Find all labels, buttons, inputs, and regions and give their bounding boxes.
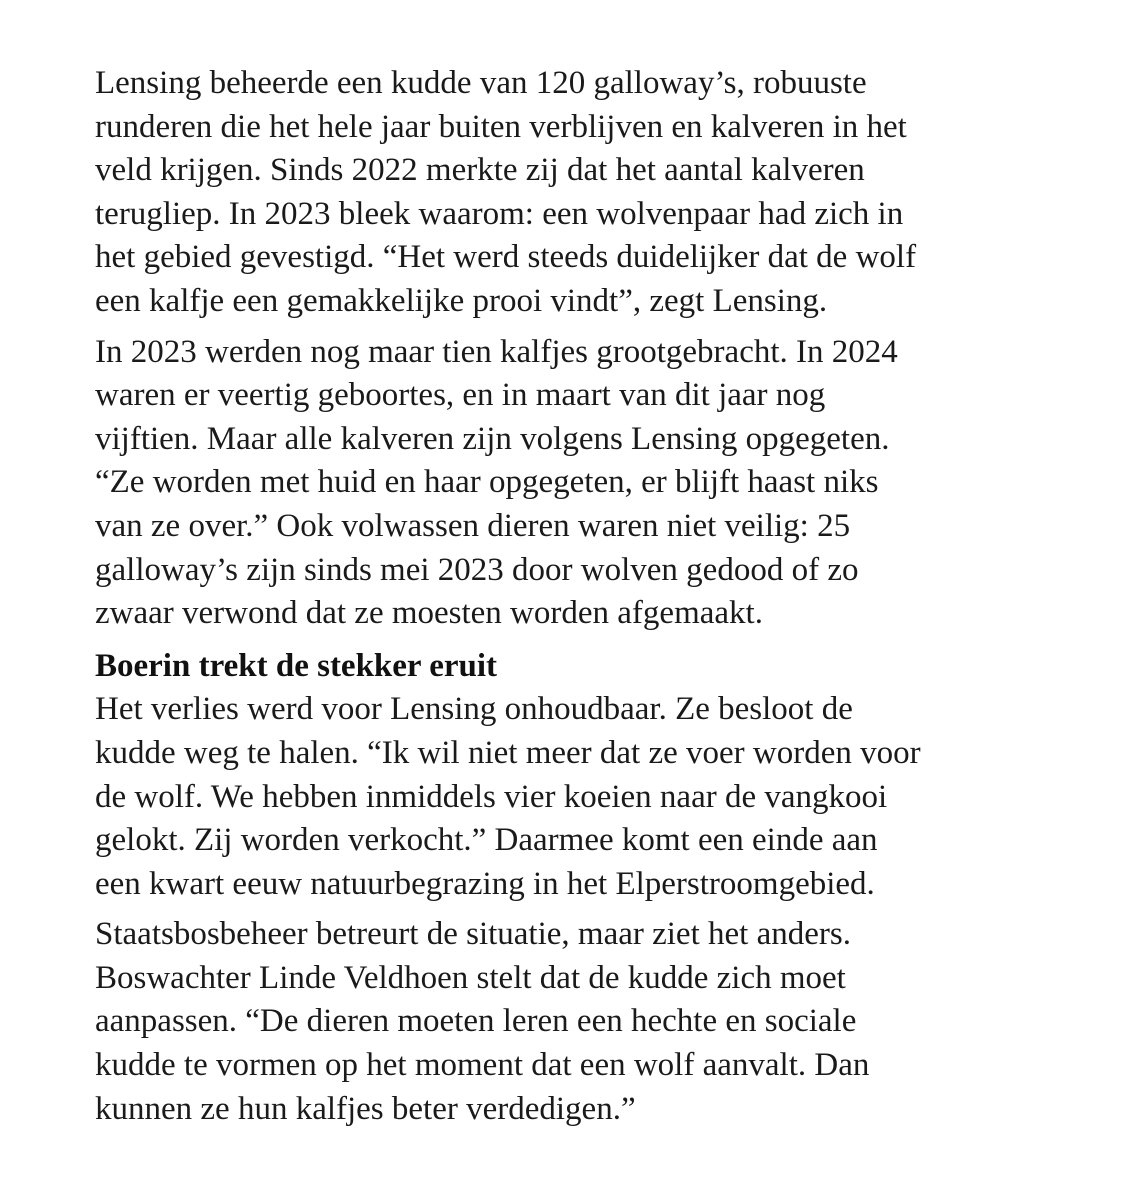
text-line: kudde weg te halen. “Ik wil niet meer dat ze voer worden voor xyxy=(95,734,921,771)
paragraph-herd-intro xyxy=(95,62,1135,324)
text-line: de wolf. We hebben inmiddels vier koeien naar de vangkooi xyxy=(95,778,888,815)
text-line: kunnen ze hun kalfjes beter verdedigen.” xyxy=(95,1090,636,1127)
text-line: het gebied gevestigd. “Het werd steeds duidelijker dat de wolf xyxy=(95,239,917,276)
text-line: Boswachter Linde Veldhoen stelt dat de kudde zich moet xyxy=(95,959,846,996)
text-line: waren er veertig geboortes, en in maart van dit jaar nog xyxy=(95,377,826,414)
text-line: een kwart eeuw natuurbegrazing in het Elperstroomgebied. xyxy=(95,865,875,902)
paragraph-calf-losses xyxy=(95,331,1135,636)
text-line: van ze over.” Ook volwassen dieren waren niet veilig: 25 xyxy=(95,507,851,544)
text-line: kudde te vormen op het moment dat een wolf aanvalt. Dan xyxy=(95,1047,870,1084)
article-body xyxy=(95,62,1135,1131)
text-line: veld krijgen. Sinds 2022 merkte zij dat het aantal kalveren xyxy=(95,152,865,189)
text-line: gelokt. Zij worden verkocht.” Daarmee komt een einde aan xyxy=(95,822,878,859)
text-line: galloway’s zijn sinds mei 2023 door wolven gedood of zo xyxy=(95,551,859,588)
text-line: Lensing beheerde een kudde van 120 galloway’s, robuuste xyxy=(95,65,867,101)
text-line: runderen die het hele jaar buiten verblijven en kalveren in het xyxy=(95,108,907,145)
paragraph-farmer-decision xyxy=(95,688,1135,906)
text-line: vijftien. Maar alle kalveren zijn volgens Lensing opgegeten. xyxy=(95,420,890,457)
section-heading: Boerin trekt de stekker eruit xyxy=(95,647,498,684)
text-line: een kalfje een gemakkelijke prooi vindt”, zegt Lensing. xyxy=(95,282,828,319)
text-line: In 2023 werden nog maar tien kalfjes grootgebracht. In 2024 xyxy=(95,333,898,370)
text-line: Staatsbosbeheer betreurt de situatie, maar ziet het anders. xyxy=(95,916,851,953)
text-line: zwaar verwond dat ze moesten worden afgemaakt. xyxy=(95,595,763,632)
text-line: Het verlies werd voor Lensing onhoudbaar. Ze besloot de xyxy=(95,691,853,728)
paragraph-staatsbosbeheer-response xyxy=(95,913,1135,1131)
text-line: aanpassen. “De dieren moeten leren een hechte en sociale xyxy=(95,1003,857,1040)
text-line: terugliep. In 2023 bleek waarom: een wolvenpaar had zich in xyxy=(95,195,904,232)
text-line: “Ze worden met huid en haar opgegeten, er blijft haast niks xyxy=(95,464,879,501)
